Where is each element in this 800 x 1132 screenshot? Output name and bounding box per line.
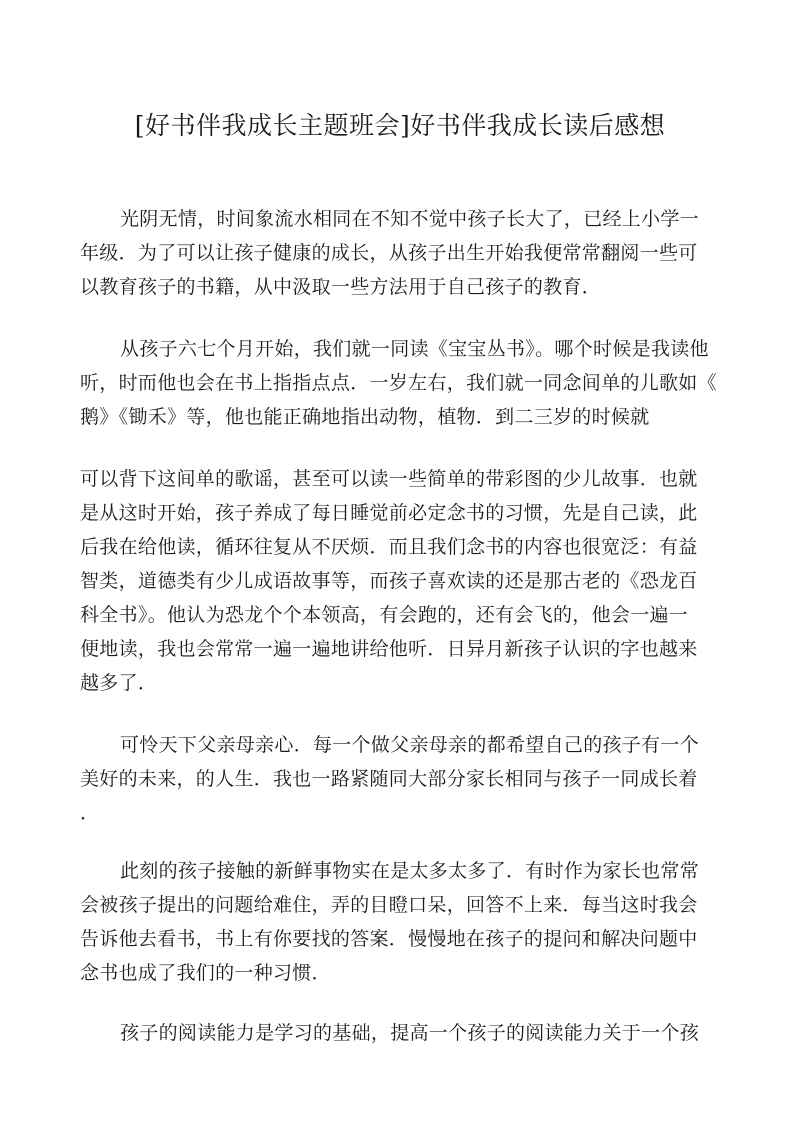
paragraph-line: 智类，道德类有少儿成语故事等，而孩子喜欢读的还是那古老的《恐龙百 — [80, 570, 698, 592]
paragraph-line: 便地读，我也会常常一遍一遍地讲给他听．日异月新孩子认识的字也越来 — [80, 638, 698, 660]
paragraph-line: 后我在给他读，循环往复从不厌烦．而且我们念书的内容也很宽泛：有益 — [80, 536, 698, 558]
paragraph-line: 鹅》《锄禾》等，他也能正确地指出动物，植物．到二三岁的时候就 — [80, 406, 650, 428]
paragraph-line: 光阴无情，时间象流水相同在不知不觉中孩子长大了，已经上小学一 — [120, 208, 700, 230]
paragraph-line: 可怜天下父亲母亲心．每一个做父亲母亲的都希望自己的孩子有一个 — [120, 734, 700, 756]
paragraph-line: 会被孩子提出的问题给难住，弄的目瞪口呆，回答不上来．每当这时我会 — [80, 894, 698, 916]
document-title: [好书伴我成长主题班会]好书伴我成长读后感想 — [134, 111, 666, 140]
paragraph-line: 从孩子六七个月开始，我们就一同读《宝宝丛书》。哪个时候是我读他 — [120, 338, 709, 360]
paragraph-line: 念书也成了我们的一种习惯． — [80, 962, 331, 984]
paragraph-line: 听，时而他也会在书上指指点点．一岁左右，我们就一同念间单的儿歌如《 — [80, 372, 717, 394]
paragraph-line: ． — [80, 802, 100, 824]
paragraph-line: 告诉他去看书，书上有你要找的答案．慢慢地在孩子的提问和解决问题中 — [80, 928, 698, 950]
paragraph-line: 科全书》。他认为恐龙个个本领高，有会跑的，还有会飞的，他会一遍一 — [80, 604, 689, 626]
paragraph-line: 以教育孩子的书籍，从中汲取一些方法用于自己孩子的教育． — [80, 276, 602, 298]
paragraph-line: 孩子的阅读能力是学习的基础，提高一个孩子的阅读能力关于一个孩 — [120, 1022, 700, 1044]
paragraph-line: 越多了． — [80, 672, 158, 694]
paragraph-line: 美好的未来，的人生．我也一路紧随同大部分家长相同与孩子一同成长着 — [80, 768, 698, 790]
paragraph-line: 年级．为了可以让孩子健康的成长，从孩子出生开始我便常常翻阅一些可 — [80, 242, 698, 264]
paragraph-line: 此刻的孩子接触的新鲜事物实在是太多太多了．有时作为家长也常常 — [120, 860, 700, 882]
paragraph-line: 可以背下这间单的歌谣，甚至可以读一些简单的带彩图的少儿故事．也就 — [80, 468, 698, 490]
paragraph-line: 是从这时开始，孩子养成了每日睡觉前必定念书的习惯，先是自己读，此 — [80, 502, 698, 524]
